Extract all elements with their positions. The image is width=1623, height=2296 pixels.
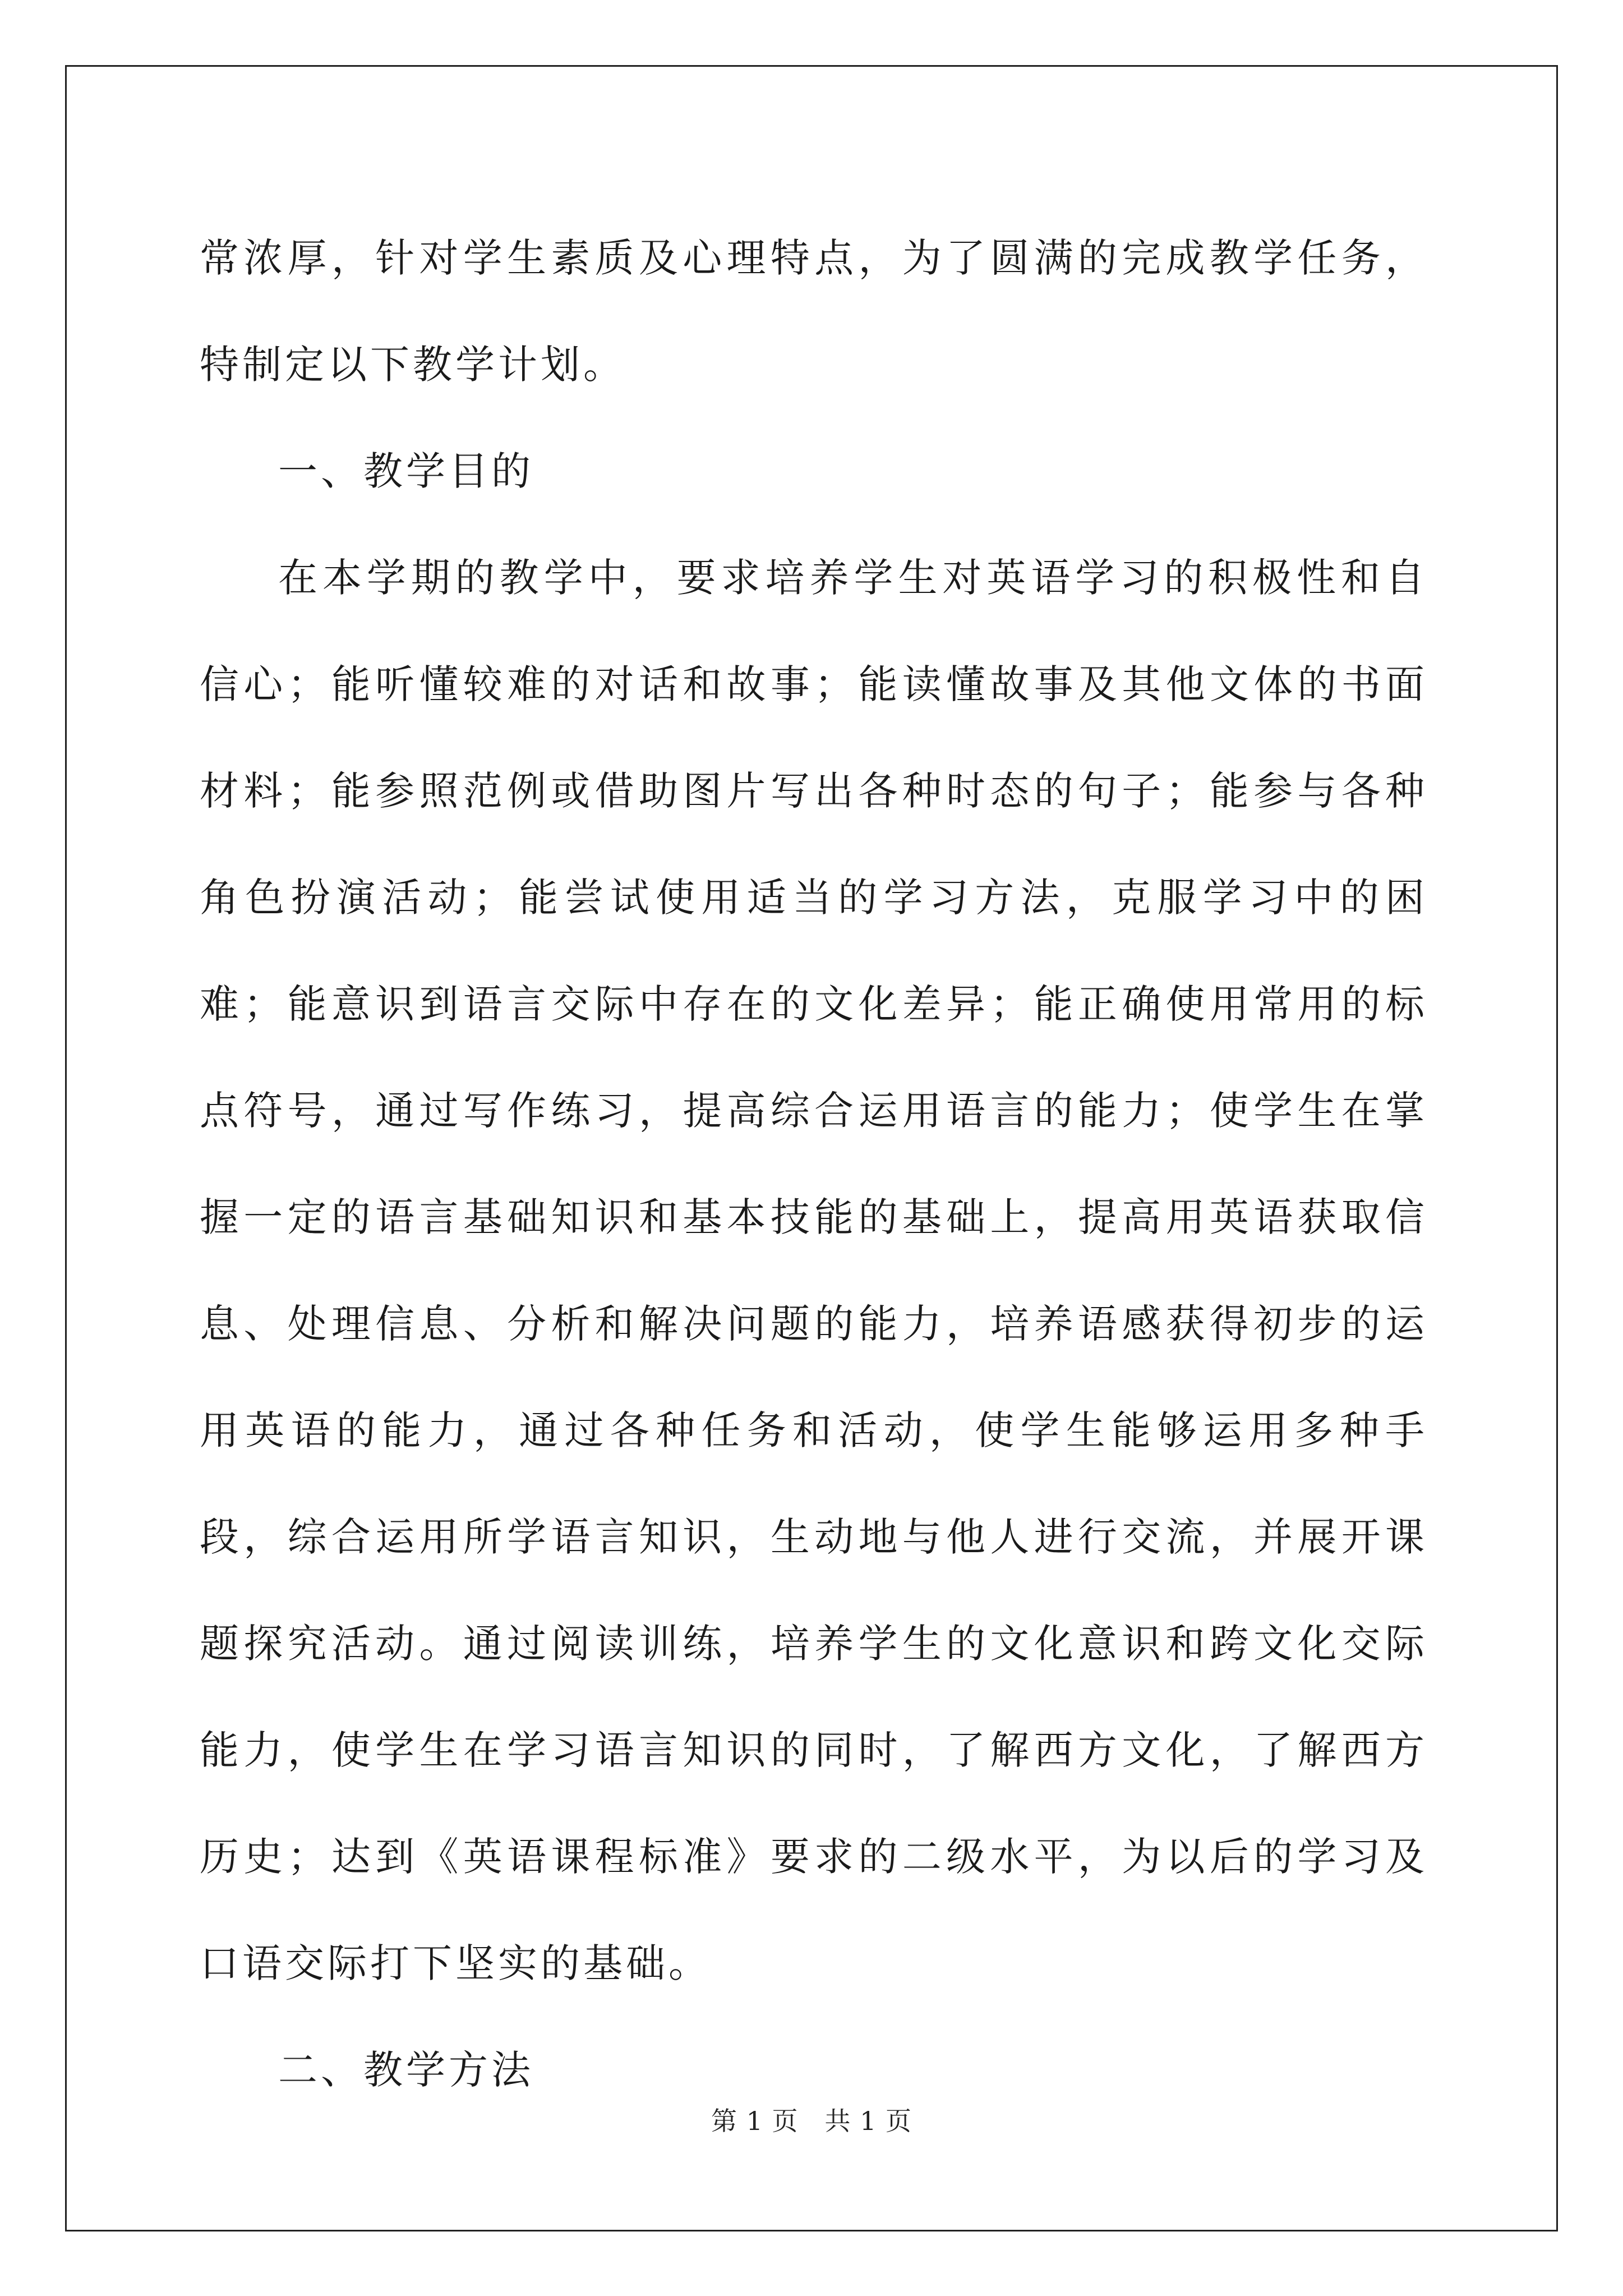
paragraph-teaching-objectives: 在本学期的教学中，要求培养学生对英语学习的积极性和自信心；能听懂较难的对话和故事；能读懂故事及其他文体的书面材料；能参照范例或借助图片写出各种时态的句子；能参与各种角色扮演活动；能尝试使用适当的学习方法，克服学习中的困难；能意识到语言交际中存在的文化差异；能正确使用常用的标点符号，通过写作练习，提高综合运用语言的能力；使学生在掌握一定的语言基础知识和基本技能的基础上，提高用英语获取信息、处理信息、分析和解决问题的能力，培养语感获得初步的运用英语的能力，通过各种任务和活动，使学生能够运用多种手段，综合运用所学语言知识，生动地与他人进行交流，并展开课题探究活动。通过阅读训练，培养学生的文化意识和跨文化交际能力，使学生在学习语言知识的同时，了解西方文化，了解西方历史；达到《英语课程标准》要求的二级水平，为以后的学习及口语交际打下坚实的基础。	[200, 555, 1428, 1986]
section-heading-teaching-objectives: 一、教学目的	[278, 448, 534, 494]
page-number-footer: 第 1 页 共 1 页	[711, 2106, 912, 2136]
section-heading-teaching-methods: 二、教学方法	[278, 2047, 534, 2093]
paragraph-intro-continued: 常浓厚，针对学生素质及心理特点，为了圆满的完成教学任务，特制定以下教学计划。	[200, 235, 1428, 388]
document-body	[200, 205, 1428, 2123]
